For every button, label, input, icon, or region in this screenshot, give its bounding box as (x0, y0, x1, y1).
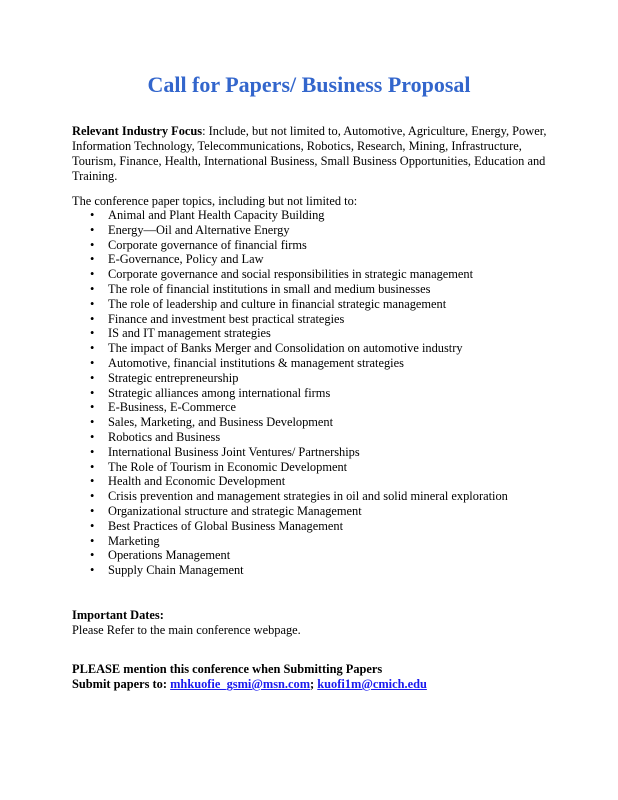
important-dates-text: Please Refer to the main conference webpage. (72, 623, 301, 637)
topic-item: • Automotive, financial institutions & management strategies (90, 356, 508, 371)
topic-item: • The impact of Banks Merger and Consolidation on automotive industry (90, 341, 508, 356)
topic-item: • Energy—Oil and Alternative Energy (90, 223, 508, 238)
page-title: Call for Papers/ Business Proposal (147, 72, 471, 97)
submit-papers-line (72, 677, 427, 692)
topic-item: • International Business Joint Ventures/ Partnerships (90, 445, 508, 460)
important-dates-heading: Important Dates: (72, 608, 164, 622)
submit-papers-label: Submit papers to: (72, 677, 171, 691)
topic-item: • Animal and Plant Health Capacity Building (90, 208, 508, 223)
topic-item: • Organizational structure and strategic Management (90, 504, 508, 519)
topic-item: • Health and Economic Development (90, 474, 508, 489)
topic-item: • The role of financial institutions in small and medium businesses (90, 282, 508, 297)
topic-item: • E-Business, E-Commerce (90, 400, 508, 415)
submit-email-link-2[interactable]: kuofi1m@cmich.edu (317, 677, 427, 691)
topic-item: • Corporate governance and social responsibilities in strategic management (90, 267, 508, 282)
industry-focus-text: : Include, but not limited to, Automotive, Agriculture, Energy, Power, Information Technology, Telecommunications, Robotics, Research, Mining, Infrastructure, Tourism, Finance, Health, International Business, Small Business Opportunities, Education and Training. (72, 124, 547, 183)
topic-item: • Strategic alliances among international firms (90, 386, 508, 401)
topic-item: • Finance and investment best practical strategies (90, 312, 508, 327)
topic-item: • E-Governance, Policy and Law (90, 252, 508, 267)
topic-item: • Marketing (90, 534, 508, 549)
industry-focus-paragraph (72, 124, 550, 184)
submit-email-link-1[interactable]: mhkuofie_gsmi@msn.com (170, 677, 311, 691)
email-separator: ; (310, 677, 318, 691)
topic-item: • Crisis prevention and management strategies in oil and solid mineral exploration (90, 489, 508, 504)
mention-conference-notice: PLEASE mention this conference when Submitting Papers (72, 662, 383, 676)
topic-item: • IS and IT management strategies (90, 326, 508, 341)
topic-item: • Corporate governance of financial firms (90, 238, 508, 253)
topic-item: • Operations Management (90, 548, 508, 563)
topic-item: • Sales, Marketing, and Business Development (90, 415, 508, 430)
topic-item: • Strategic entrepreneurship (90, 371, 508, 386)
topic-item: • The role of leadership and culture in financial strategic management (90, 297, 508, 312)
topic-item: • The Role of Tourism in Economic Development (90, 460, 508, 475)
topics-list (90, 208, 508, 578)
topic-item: • Best Practices of Global Business Management (90, 519, 508, 534)
topics-intro: The conference paper topics, including but not limited to: (72, 194, 358, 208)
topic-item: • Robotics and Business (90, 430, 508, 445)
industry-focus-label: Relevant Industry Focus (72, 124, 203, 138)
topic-item: • Supply Chain Management (90, 563, 508, 578)
